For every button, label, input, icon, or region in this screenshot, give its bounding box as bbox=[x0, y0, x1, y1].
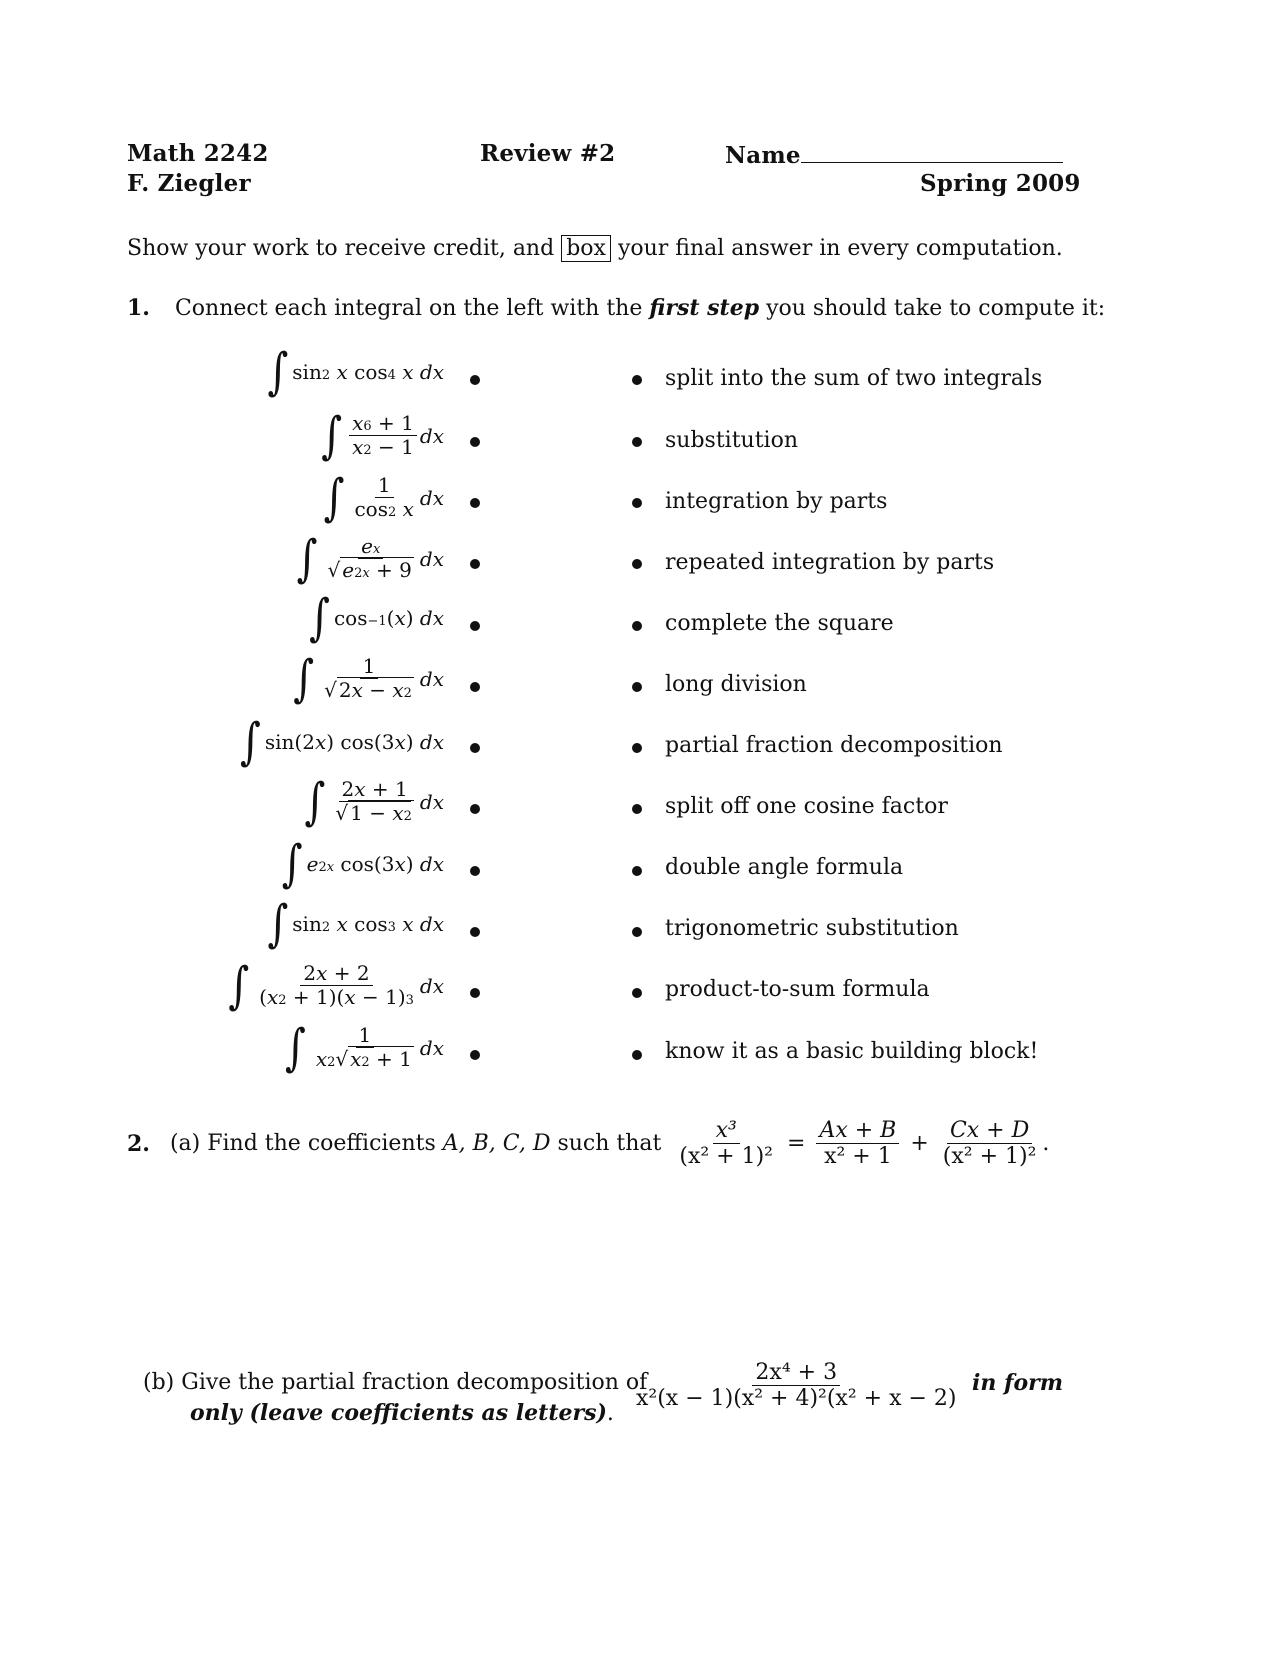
left-match-dot-2[interactable] bbox=[470, 437, 480, 447]
part-b-line2 bbox=[190, 1400, 614, 1426]
integral-3: ∫ $\frac{1}{\cos^2 x}$ dx bbox=[323, 468, 444, 527]
integral-2: ∫ $\frac{x^6 + 1}{x^2 - 1}$ dx bbox=[321, 406, 444, 465]
term-label: Spring 2009 bbox=[920, 170, 1081, 197]
left-match-dot-3[interactable] bbox=[470, 498, 480, 508]
integral-4: ∫ $\frac{e^x}{√ e^{2x} + 9}$ dx bbox=[296, 529, 444, 588]
problem2-part-a: 2. (a) Find the coefficients A, B, C, D such that $\frac{\text{x³}}{\text{(x² + 1)²}}$ = $\frac{Ax + B}{\text{x² + 1}}$ + $\frac{Cx + D}{\text{(x² + 1)²}}$ . bbox=[127, 1118, 1050, 1170]
problem1-prompt-emphasis: first step bbox=[649, 295, 760, 321]
integral-sign: ∫ bbox=[267, 343, 289, 401]
step-8: split off one cosine factor bbox=[665, 794, 948, 819]
part-a-term2-den: (x² + 1)² bbox=[942, 1144, 1037, 1170]
left-match-dot-12[interactable] bbox=[470, 1050, 480, 1060]
integral-sign: ∫ bbox=[309, 589, 330, 647]
step-9: double angle formula bbox=[665, 855, 904, 880]
part-a-vars: A, B, C, D bbox=[442, 1131, 551, 1157]
part-b-emphasis-2: only (leave coefficients as letters) bbox=[190, 1400, 607, 1426]
right-match-dot-5[interactable] bbox=[632, 621, 642, 631]
right-match-dot-2[interactable] bbox=[632, 437, 642, 447]
integral-sign: ∫ bbox=[228, 956, 250, 1015]
part-a-term1-den: x² + 1 bbox=[824, 1144, 892, 1170]
integral-1: ∫ $\sin^2 x$ $\cos^4 x$ dx bbox=[267, 343, 444, 401]
part-b-emphasis-1: in form bbox=[972, 1370, 1064, 1396]
left-match-dot-7[interactable] bbox=[470, 743, 480, 753]
integral-sign: ∫ bbox=[267, 895, 289, 953]
problem1-prompt bbox=[127, 295, 1105, 321]
integral-12: ∫ $\frac{1}{x^2√ x^2 + 1}$ dx bbox=[284, 1018, 444, 1077]
step-3: integration by parts bbox=[665, 489, 888, 514]
step-6: long division bbox=[665, 672, 807, 697]
step-10: trigonometric substitution bbox=[665, 916, 959, 941]
integral-11: ∫ $\frac{2x + 2}{(x^2 + 1)(x - 1)^3}$ dx bbox=[228, 956, 444, 1015]
part-a-lhs-fraction bbox=[676, 1118, 776, 1170]
integral-9: ∫ $e^{2x}$ cos(3x) dx bbox=[281, 835, 444, 893]
step-7: partial fraction decomposition bbox=[665, 733, 1003, 758]
part-b-den: x²(x − 1)(x² + 4)²(x² + x − 2) bbox=[636, 1386, 957, 1412]
part-a-term1-fraction bbox=[816, 1118, 899, 1170]
problem1-number: 1. bbox=[127, 295, 150, 321]
right-match-dot-1[interactable] bbox=[632, 375, 642, 385]
right-match-dot-3[interactable] bbox=[632, 498, 642, 508]
instructions-before: Show your work to receive credit, and bbox=[127, 236, 555, 261]
name-field bbox=[725, 140, 1063, 169]
part-b-num: 2x⁴ + 3 bbox=[752, 1360, 840, 1386]
instructions-boxed-word: box bbox=[561, 235, 611, 262]
step-5: complete the square bbox=[665, 611, 894, 636]
integral-sign: ∫ bbox=[293, 649, 315, 708]
integral-sign: ∫ bbox=[296, 529, 318, 588]
part-a-term2-num: Cx + D bbox=[947, 1118, 1032, 1144]
left-match-dot-1[interactable] bbox=[470, 375, 480, 385]
integral-sign: ∫ bbox=[284, 1018, 306, 1077]
right-match-dot-7[interactable] bbox=[632, 743, 642, 753]
left-match-dot-11[interactable] bbox=[470, 988, 480, 998]
problem1-prompt-after: you should take to compute it: bbox=[766, 296, 1106, 321]
right-match-dot-4[interactable] bbox=[632, 559, 642, 569]
integral-sign: ∫ bbox=[321, 406, 343, 465]
part-b-label: (b) Give the partial fraction decomposition of bbox=[143, 1370, 648, 1395]
instructions bbox=[127, 236, 1063, 261]
name-blank-line bbox=[801, 140, 1063, 163]
step-4: repeated integration by parts bbox=[665, 550, 995, 575]
part-a-lhs-num: x³ bbox=[713, 1118, 740, 1144]
step-12: know it as a basic building block! bbox=[665, 1039, 1039, 1064]
left-match-dot-8[interactable] bbox=[470, 804, 480, 814]
right-match-dot-12[interactable] bbox=[632, 1050, 642, 1060]
problem2-number: 2. bbox=[127, 1130, 150, 1157]
left-match-dot-9[interactable] bbox=[470, 866, 480, 876]
integral-5: ∫ $\cos^{-1}(x)$ dx bbox=[309, 589, 444, 647]
part-b-fraction-wrap bbox=[630, 1360, 962, 1412]
step-11: product-to-sum formula bbox=[665, 977, 930, 1002]
integral-7: ∫ sin(2x) cos(3x) dx bbox=[240, 713, 444, 771]
integral-sign: ∫ bbox=[304, 772, 326, 831]
part-a-lhs-den: (x² + 1)² bbox=[679, 1144, 774, 1170]
integral-sign: ∫ bbox=[281, 835, 303, 893]
integral-6: ∫ $\frac{1}{√ 2x - x^2}$ dx bbox=[293, 649, 444, 708]
left-match-dot-6[interactable] bbox=[470, 682, 480, 692]
part-a-term2-fraction bbox=[940, 1118, 1040, 1170]
step-1: split into the sum of two integrals bbox=[665, 366, 1043, 391]
integral-sign: ∫ bbox=[323, 468, 345, 527]
part-b-period: . bbox=[606, 1401, 614, 1426]
left-match-dot-5[interactable] bbox=[470, 621, 480, 631]
step-2: substitution bbox=[665, 428, 799, 453]
name-label: Name bbox=[725, 142, 801, 169]
right-match-dot-6[interactable] bbox=[632, 682, 642, 692]
instructor-name: F. Ziegler bbox=[127, 170, 251, 197]
part-a-such-that: such that bbox=[557, 1131, 662, 1157]
review-title: Review #2 bbox=[480, 140, 616, 167]
right-match-dot-11[interactable] bbox=[632, 988, 642, 998]
course-number: Math 2242 bbox=[127, 140, 269, 167]
integral-8: ∫ $\frac{2x + 1}{√ 1 - x^2}$ dx bbox=[304, 772, 444, 831]
right-match-dot-10[interactable] bbox=[632, 927, 642, 937]
part-b-fraction bbox=[633, 1360, 959, 1412]
problem1-prompt-before: Connect each integral on the left with the bbox=[174, 296, 643, 321]
instructions-after: your final answer in every computation. bbox=[617, 236, 1063, 261]
right-match-dot-8[interactable] bbox=[632, 804, 642, 814]
left-match-dot-4[interactable] bbox=[470, 559, 480, 569]
part-a-term1-num: Ax + B bbox=[816, 1118, 899, 1144]
left-match-dot-10[interactable] bbox=[470, 927, 480, 937]
part-a-label: (a) Find the coefficients bbox=[169, 1131, 436, 1157]
right-match-dot-9[interactable] bbox=[632, 866, 642, 876]
integral-10: ∫ $\sin^2 x$ $\cos^3 x$ dx bbox=[267, 895, 444, 953]
integral-sign: ∫ bbox=[240, 713, 261, 771]
